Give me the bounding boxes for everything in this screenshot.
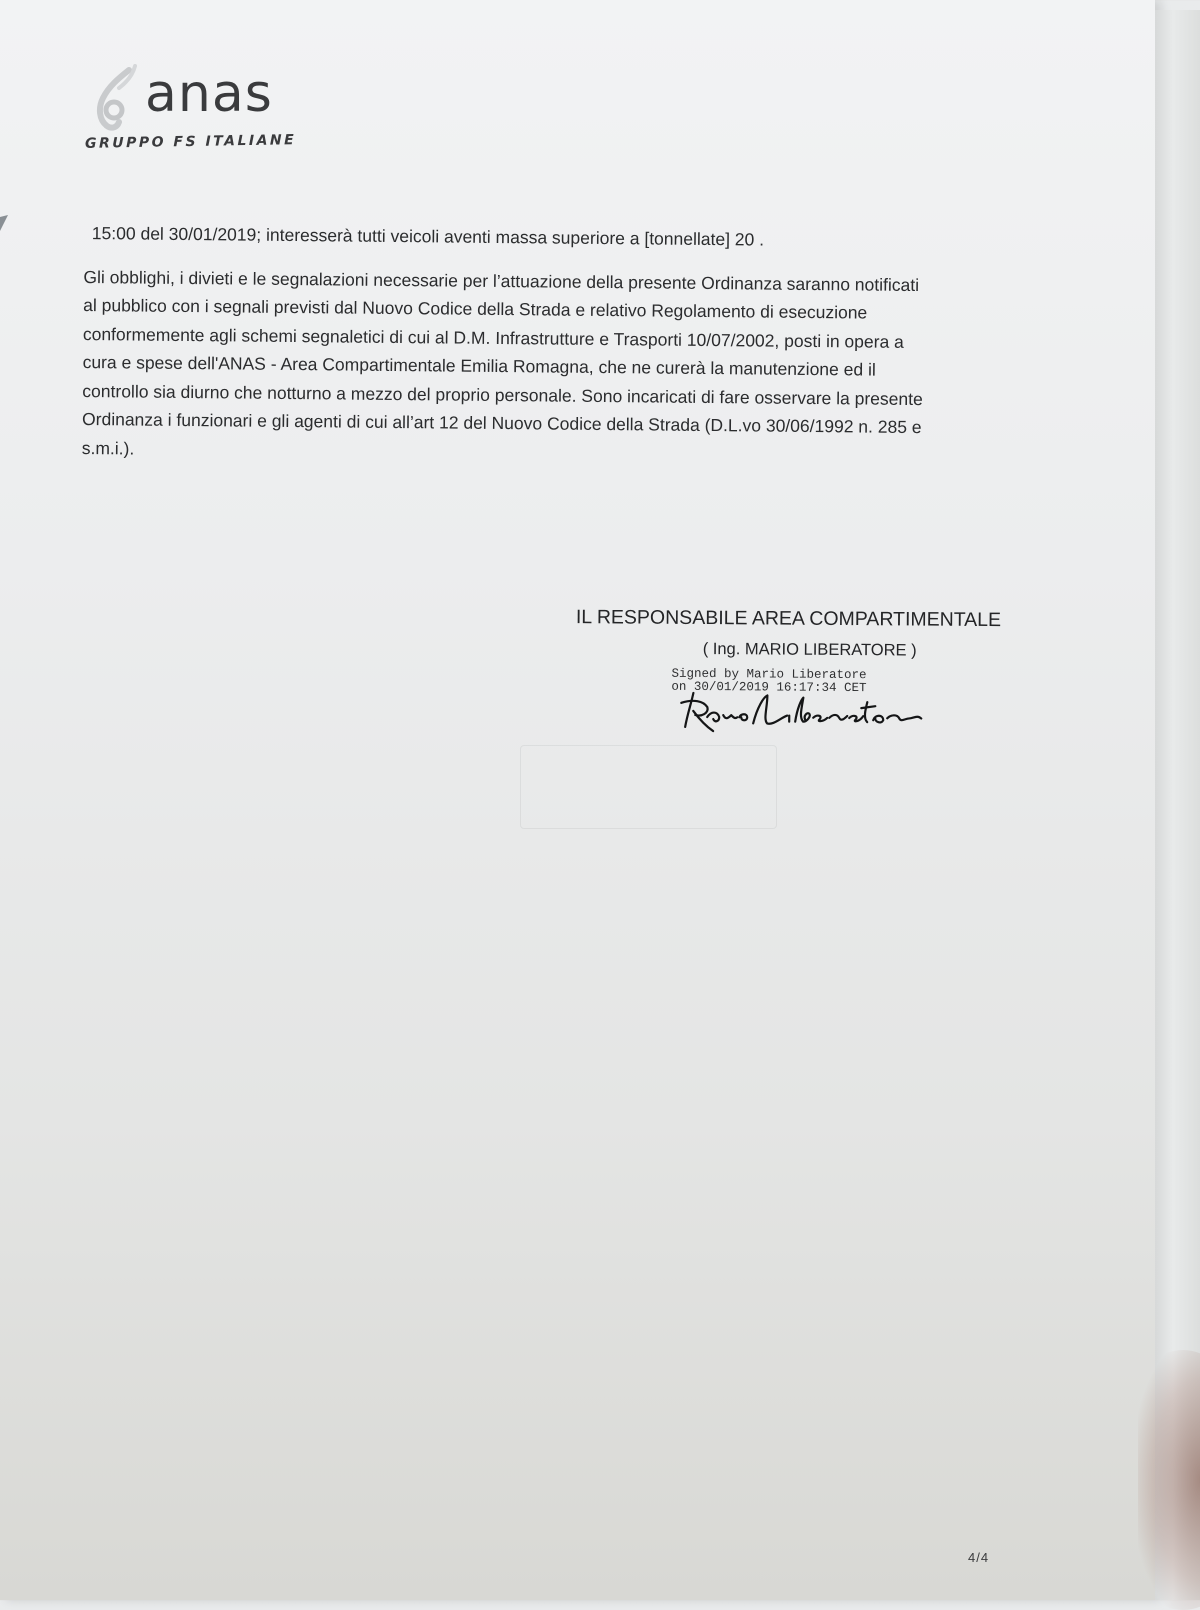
stamp-line: on 30/01/2019 16:17:34 CET	[671, 679, 867, 696]
paragraph-line: cura e spese dell'ANAS - Area Compartimentale Emilia Romagna, che ne curerà la manutenzione ed il	[82, 351, 876, 380]
responsible-title: IL RESPONSABILE AREA COMPARTIMENTALE	[575, 606, 1002, 632]
logo-wordmark: anas	[145, 64, 273, 124]
paragraph-line: al pubblico con i segnali previsti dal Nuovo Codice della Strada e relativo Regolamento di esecuzione	[83, 294, 868, 323]
anas-logo	[85, 62, 305, 162]
page-corner-mark	[0, 215, 8, 231]
logo-subtitle: GRUPPO FS ITALIANE	[85, 132, 297, 152]
stamp-line: Signed by Mario Liberatore	[671, 666, 867, 683]
ordinance-paragraph	[82, 262, 1062, 471]
signature-block	[560, 606, 1060, 696]
paragraph-line: s.m.i.).	[81, 437, 135, 458]
anas-swirl-icon	[89, 64, 147, 138]
paragraph-line: Ordinanza i funzionari e gli agenti di cui all’art 12 del Nuovo Codice della Strada (D.L.vo 30/06/1992 n. 285 e	[81, 408, 922, 438]
engineer-name: ( Ing. MARIO LIBERATORE )	[702, 639, 917, 660]
paragraph-line: Gli obblighi, i divieti e le segnalazioni necessarie per l’attuazione della presente Ordinanza saranno notificati	[83, 266, 920, 295]
paragraph-line: conformemente agli schemi segnaletici di cui al D.M. Infrastrutture e Trasporti 10/07/2002, posti in opera a	[82, 323, 904, 352]
paragraph-line: controllo sia diurno che notturno a mezzo del proprio personale. Sono incaricati di fare osservare la presente	[82, 380, 923, 409]
handwritten-signature	[677, 687, 927, 739]
thumb-shadow	[1138, 1350, 1200, 1610]
ordinance-body	[82, 219, 1062, 471]
page-number: 4/4	[968, 1550, 990, 1565]
lead-line: 15:00 del 30/01/2019; interesserà tutti veicoli aventi massa superiore a [tonnellate] 20 .	[91, 223, 765, 250]
faint-bleed-through	[520, 745, 777, 829]
